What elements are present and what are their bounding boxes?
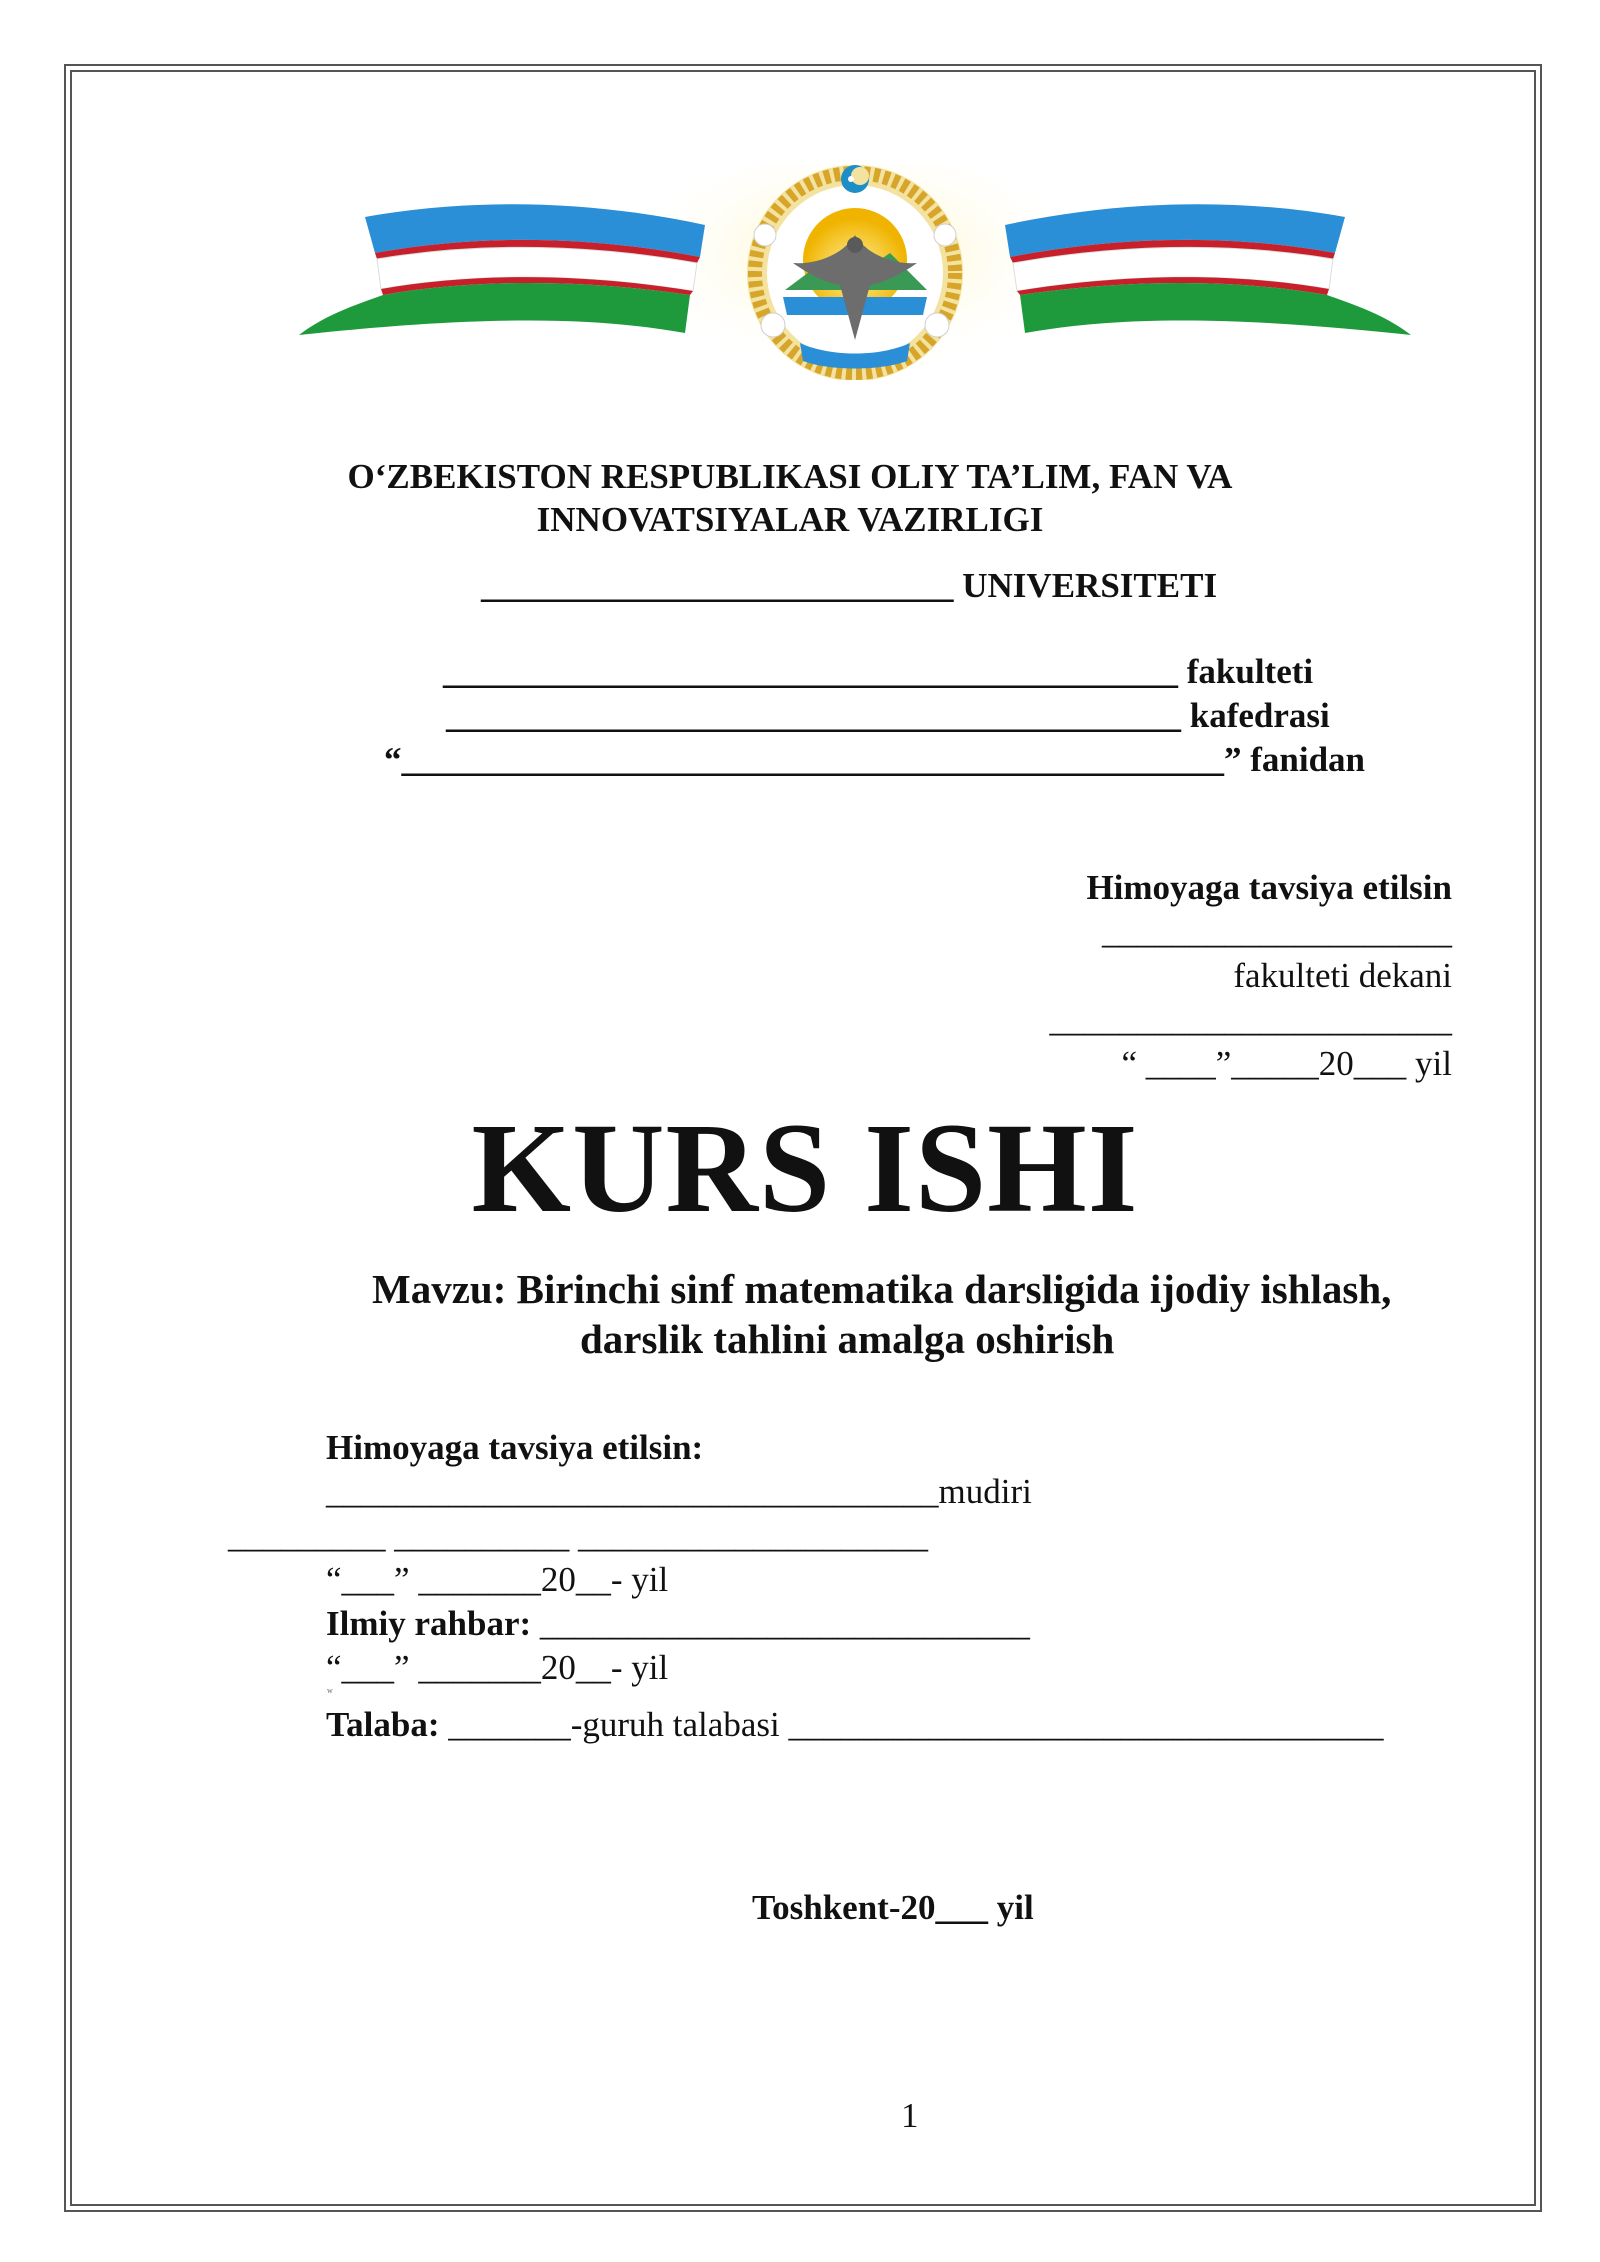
topic-line-2: darslik tahlini amalga oshirish [580, 1316, 1115, 1362]
department-head-line: ___________________________________mudiri [326, 1472, 1032, 1511]
tiny-mark: w [327, 1686, 333, 1695]
approval-date-line: “___” _______20__- yil [326, 1560, 669, 1599]
document-title: KURS ISHI [471, 1097, 1139, 1239]
dean-date-line: “ ____”_____20___ yil [1121, 1044, 1452, 1083]
head-name-line: _________ __________ ____________________ [228, 1516, 928, 1555]
supervisor-line [326, 1604, 1030, 1644]
supervisor-date-line: “___” _______20__- yil [326, 1648, 669, 1687]
dean-name-line: _______________________ [1049, 1000, 1452, 1039]
student-blank: _______-guruh talabasi __________________________________ [439, 1705, 1384, 1744]
topic-line-1: Mavzu: Birinchi sinf matematika darsligida ijodiy ishlash, [372, 1266, 1392, 1312]
ministry-line-1: O‘ZBEKISTON RESPUBLIKASI OLIY TA’LIM, FAN VA [347, 457, 1233, 496]
dean-signature-line: ____________________ [1102, 912, 1452, 951]
approval-heading: Himoyaga tavsiya etilsin: [326, 1428, 704, 1467]
supervisor-label: Ilmiy rahbar: [326, 1604, 532, 1643]
dean-approval-heading: Himoyaga tavsiya etilsin [1086, 868, 1452, 907]
student-label: Talaba: [326, 1705, 440, 1744]
student-line [326, 1705, 1383, 1745]
university-line: ___________________________ UNIVERSITETI [481, 566, 1218, 605]
uzbekistan-emblem-icon [295, 165, 1415, 380]
faculty-line: __________________________________________ fakulteti [443, 652, 1314, 691]
dean-role: fakulteti dekani [1233, 956, 1452, 995]
ministry-line-2: INNOVATSIYALAR VAZIRLIGI [536, 500, 1044, 539]
department-line: __________________________________________ kafedrasi [446, 696, 1330, 735]
page-number: 1 [901, 2096, 919, 2135]
supervisor-blank: ____________________________ [531, 1604, 1030, 1643]
subject-line: “_______________________________________________” fanidan [384, 740, 1366, 779]
city-year: Toshkent-20___ yil [752, 1888, 1034, 1927]
